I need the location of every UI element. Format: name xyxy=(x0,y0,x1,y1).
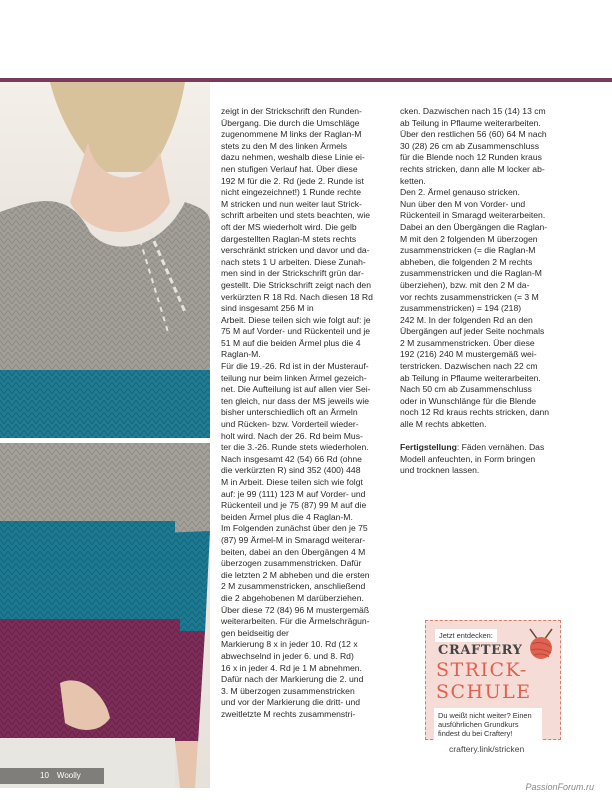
col1-line: die letzten 2 M abheben und die ersten xyxy=(221,569,370,580)
col1-line: 16 x in jeder 4. Rd je 1 M abnehmen. xyxy=(221,662,362,673)
col1-line: holt wird. Nach der 26. Rd beim Mus- xyxy=(221,430,363,441)
col2-line: vor rechts zusammenstricken (= 3 M xyxy=(400,291,539,302)
col1-line: Für die 19.-26. Rd ist in der Musterauf- xyxy=(221,361,369,372)
column-2-lines xyxy=(400,106,572,431)
col2-line: Über den restlichen 56 (60) 64 M nach xyxy=(400,129,547,140)
col1-line: M in Arbeit. Diese teilen sich wie folgt xyxy=(221,477,363,487)
col1-line: Rückenteil und je 75 (87) 99 M auf die xyxy=(221,500,367,511)
col1-line: weiterarbeiten. Für die Ärmelschrägun- xyxy=(221,616,370,627)
col1-line: Übergang. Die durch die Umschläge xyxy=(221,117,360,128)
col1-line: 3. M überzogen zusammenstricken xyxy=(221,685,355,696)
col1-line: zeigt in der Strickschrift den Runden- xyxy=(221,106,362,116)
col1-line: (87) 99 Ärmel-M in Smaragd weiterar- xyxy=(221,534,366,545)
col2-line: zusammenstricken) = 194 (218) xyxy=(400,303,522,314)
col2-line: ab Teilung in Pflaume weiterarbeiten. xyxy=(400,117,541,128)
promo-title-line-1: STRICK- xyxy=(436,659,528,681)
col1-line: Nach insgesamt 42 (54) 66 Rd (ohne xyxy=(221,453,362,464)
col2-line: rechts stricken, dann alle M locker ab- xyxy=(400,163,545,174)
finishing-line-0: : Fäden vernähen. Das xyxy=(456,442,545,453)
col1-line: ter die 3.-26. Runde stets wiederholen. xyxy=(221,442,369,453)
col2-line: für die Blende noch 12 Runden kraus xyxy=(400,152,542,163)
col2-line: abheben, die folgenden 2 M rechts xyxy=(400,256,533,267)
paragraph-spacer xyxy=(400,431,572,443)
col2-line: ab Teilung in Pflaume weiterarbeiten. xyxy=(400,372,541,383)
sweater-photo-bottom xyxy=(0,443,210,788)
col1-line: zweitletzte M rechts zusammenstri- xyxy=(221,708,356,719)
col1-line: teilung nur beim linken Ärmel gezeich- xyxy=(221,372,367,383)
yarn-ball-icon xyxy=(524,627,558,661)
text-column-2 xyxy=(400,106,572,477)
col2-line: Den 2. Ärmel genauso stricken. xyxy=(400,187,520,198)
col1-line: stets zu den M des linken Ärmels xyxy=(221,140,348,151)
col1-line: auf: je 99 (111) 123 M auf Vorder- und xyxy=(221,488,366,499)
page-number: 10 xyxy=(40,771,49,780)
col1-line: Markierung 8 x in jeder 10. Rd (12 x xyxy=(221,639,358,650)
col1-line: 192 M für die 2. Rd (jede 2. Runde ist xyxy=(221,175,364,186)
col2-line: 192 (216) 240 M mustergemäß wei- xyxy=(400,349,537,360)
promo-title-line-2: SCHULE xyxy=(436,681,532,703)
col1-line: 75 M auf Vorder- und Rückenteil und je xyxy=(221,326,371,337)
craftery-promo-box[interactable] xyxy=(425,620,561,740)
col1-line: oft der MS wiederholt wird. Die gelb xyxy=(221,221,357,232)
col1-line: Raglan-M. xyxy=(221,349,261,360)
col1-line: nicht eingezeichnet!) 1 Runde rechte xyxy=(221,187,361,198)
col1-line: 51 M auf die beiden Ärmel plus die 4 xyxy=(221,337,361,348)
col1-line: schrift arbeiten und stets beachten, wie xyxy=(221,210,371,221)
col1-line: Über diese 72 (84) 96 M mustergemäß xyxy=(221,604,370,615)
finishing-paragraph xyxy=(400,442,572,477)
col1-line: und Rücken- bzw. Vorderteil wieder- xyxy=(221,419,359,430)
col1-line: Arbeit. Diese teilen sich wie folgt auf: je xyxy=(221,314,371,325)
promo-tag: Jetzt entdecken: xyxy=(435,629,497,642)
col1-line: die 2 abgehobenen M darüberziehen. xyxy=(221,592,364,603)
finishing-line-2: und trocknen lassen. xyxy=(400,465,480,476)
col1-line: 2 M zusammenstricken, anschließend xyxy=(221,581,366,592)
col1-line: Dafür nach der Markierung die 2. und xyxy=(221,674,364,685)
watermark: PassionForum.ru xyxy=(525,782,594,792)
col2-line: noch 12 Rd kraus rechts stricken, dann xyxy=(400,407,550,418)
col1-line: zugenommene M links der Raglan-M xyxy=(221,129,362,140)
col2-line: ketten. xyxy=(400,175,426,186)
sweater-sleeve-illustration xyxy=(0,443,210,788)
col1-line: gestellt. Die Strickschrift zeigt nach den xyxy=(221,279,371,290)
col1-line: die verkürzten R) sind 352 (400) 448 xyxy=(221,465,361,476)
col2-line: cken. Dazwischen nach 15 (14) 13 cm xyxy=(400,106,546,116)
col1-line: men sind in der Strickschrift grün dar- xyxy=(221,268,364,279)
col2-line: 242 M. In der folgenden Rd an den xyxy=(400,314,533,325)
finishing-label: Fertigstellung xyxy=(400,442,457,453)
col1-line: überzogen zusammenstricken. Dafür xyxy=(221,558,362,569)
col2-line: zusammenstricken (= die Raglan-M xyxy=(400,245,536,256)
col2-line: überziehen), bzw. mit den 2 M da- xyxy=(400,279,530,290)
col1-line: nach stets 1 U arbeiten. Diese Zunah- xyxy=(221,256,366,267)
col1-line: abwechselnd in jeder 6. und 8. Rd) xyxy=(221,650,354,661)
text-column-1 xyxy=(221,106,390,720)
col2-line: alle M rechts abketten. xyxy=(400,419,487,430)
col1-line: verschränkt stricken und davor und da- xyxy=(221,245,370,256)
sweater-back-illustration xyxy=(0,82,210,438)
promo-description: Du weißt nicht weiter? Einen ausführlichen Grundkurs findest du bei Craftery! xyxy=(434,708,542,742)
col1-line: sind insgesamt 256 M in xyxy=(221,303,314,314)
col1-line: ten gleich, nur dass der MS jeweils wie xyxy=(221,395,370,406)
col2-line: Rückenteil in Smaragd weiterarbeiten. xyxy=(400,210,546,221)
sweater-photo-top xyxy=(0,82,210,438)
col2-line: Nun über den M von Vorder- und xyxy=(400,198,526,209)
page-folio xyxy=(0,768,104,796)
col1-line: beiten, dabei an den Übergängen 4 M xyxy=(221,546,366,557)
col2-line: 2 M zusammenstricken. Über diese xyxy=(400,337,535,348)
col1-line: dazu nehmen, weshalb diese Linie ei- xyxy=(221,152,365,163)
col1-line: Im Folgenden zunächst über den je 75 xyxy=(221,523,368,534)
col2-line: terstricken. Dazwischen nach 22 cm xyxy=(400,361,538,372)
col1-line: verkürzten R 18 Rd. Nach diesen 18 Rd xyxy=(221,291,373,302)
finishing-line-1: Modell anfeuchten, in Form bringen xyxy=(400,453,536,464)
col1-line: und vor der Markierung die dritt- und xyxy=(221,697,361,708)
col2-line: oder in Wunschlänge für die Blende xyxy=(400,395,536,406)
col1-line: bisher unterschiedlich oft an Ärmeln xyxy=(221,407,358,418)
col2-line: 30 (28) 26 cm ab Zusammenschluss xyxy=(400,140,539,151)
col2-line: Nach 50 cm ab Zusammenschluss xyxy=(400,384,532,395)
col2-line: Übergängen auf jeder Seite nochmals xyxy=(400,326,545,337)
col1-line: gen beidseitig der xyxy=(221,627,289,638)
col1-line: nen stufigen Verlauf hat. Über diese xyxy=(221,163,358,174)
col2-line: zusammenstricken und die Raglan-M xyxy=(400,268,542,279)
col1-line: net. Die Aufteilung ist auf allen vier Sei- xyxy=(221,384,371,395)
promo-brand: CRAFTERY xyxy=(438,643,523,658)
promo-link[interactable]: craftery.link/stricken xyxy=(449,744,525,754)
col1-line: M stricken und nun weiter laut Strick- xyxy=(221,198,362,209)
magazine-name: Woolly Hugs xyxy=(40,771,81,796)
col2-line: M mit den 2 folgenden M überzogen xyxy=(400,233,538,244)
col2-line: Dabei an den Übergängen die Raglan- xyxy=(400,221,548,232)
col1-line: beiden Ärmel plus die 4 Raglan-M. xyxy=(221,511,353,522)
col1-line: dargestellten Raglan-M stets rechts xyxy=(221,233,357,244)
